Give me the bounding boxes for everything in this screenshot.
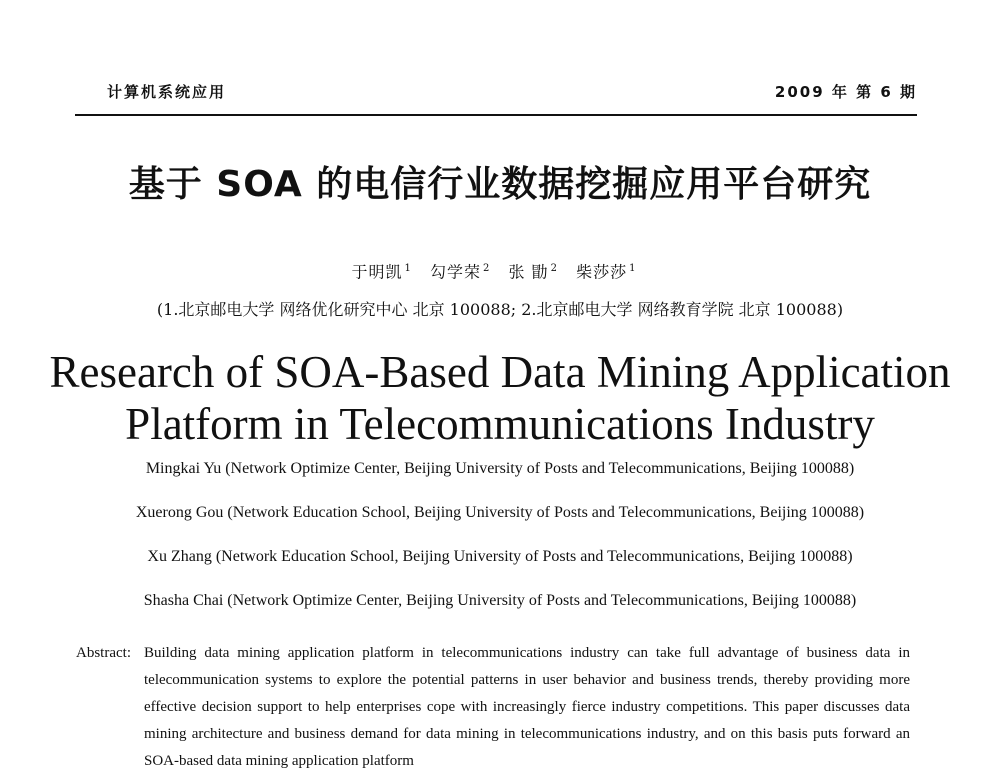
author-cn-2: 勾学荣 <box>430 262 482 282</box>
english-title-line-1: Research of SOA-Based Data Mining Application <box>49 347 951 397</box>
author-cn-3: 张 勖 <box>508 262 549 282</box>
abstract-text: Building data mining application platform in telecommunications industry can take full advantage of business data in telecommunication systems to explore the potential patterns in user behavior and business trends, thereby providing more effective decision support to help enterprises cope with increasingly fierce industry competitions. This paper discusses data mining architecture and business demand for data mining in telecommunications industry, and on this basis puts forward an SOA-based data mining application platform <box>144 645 910 769</box>
author-cn-4-affil: 1 <box>629 263 637 274</box>
author-cn-1-affil: 1 <box>404 263 412 274</box>
chinese-title: 基于 SOA 的电信行业数据挖掘应用平台研究 <box>128 164 872 205</box>
journal-name: 计算机系统应用 <box>107 82 227 101</box>
author-en-1: Mingkai Yu (Network Optimize Center, Beijing University of Posts and Telecommunications, Beijing 100088) <box>145 460 855 477</box>
chinese-authors <box>0 258 1000 283</box>
english-title <box>0 346 1000 450</box>
author-cn-2-affil: 2 <box>483 263 491 274</box>
author-cn-3-affil: 2 <box>550 263 558 274</box>
header-divider <box>75 114 917 116</box>
abstract <box>76 640 914 775</box>
author-en-2: Xuerong Gou (Network Education School, Beijing University of Posts and Telecommunications, Beijing 100088) <box>135 504 865 521</box>
english-authors <box>0 458 1000 634</box>
issue-number: 2009 年 第 6 期 <box>774 82 917 101</box>
author-cn-1: 于明凯 <box>351 262 403 282</box>
journal-header <box>75 78 917 104</box>
chinese-affiliations: (1.北京邮电大学 网络优化研究中心 北京 100088; 2.北京邮电大学 网络教育学院 北京 100088) <box>156 300 844 319</box>
author-en-3: Xu Zhang (Network Education School, Beijing University of Posts and Telecommunications, Beijing 100088) <box>147 548 853 565</box>
abstract-label: Abstract: <box>76 645 131 661</box>
author-cn-4: 柴莎莎 <box>576 262 628 282</box>
english-title-line-2: Platform in Telecommunications Industry <box>125 399 875 449</box>
author-en-4: Shasha Chai (Network Optimize Center, Beijing University of Posts and Telecommunications, Beijing 100088) <box>143 592 857 609</box>
